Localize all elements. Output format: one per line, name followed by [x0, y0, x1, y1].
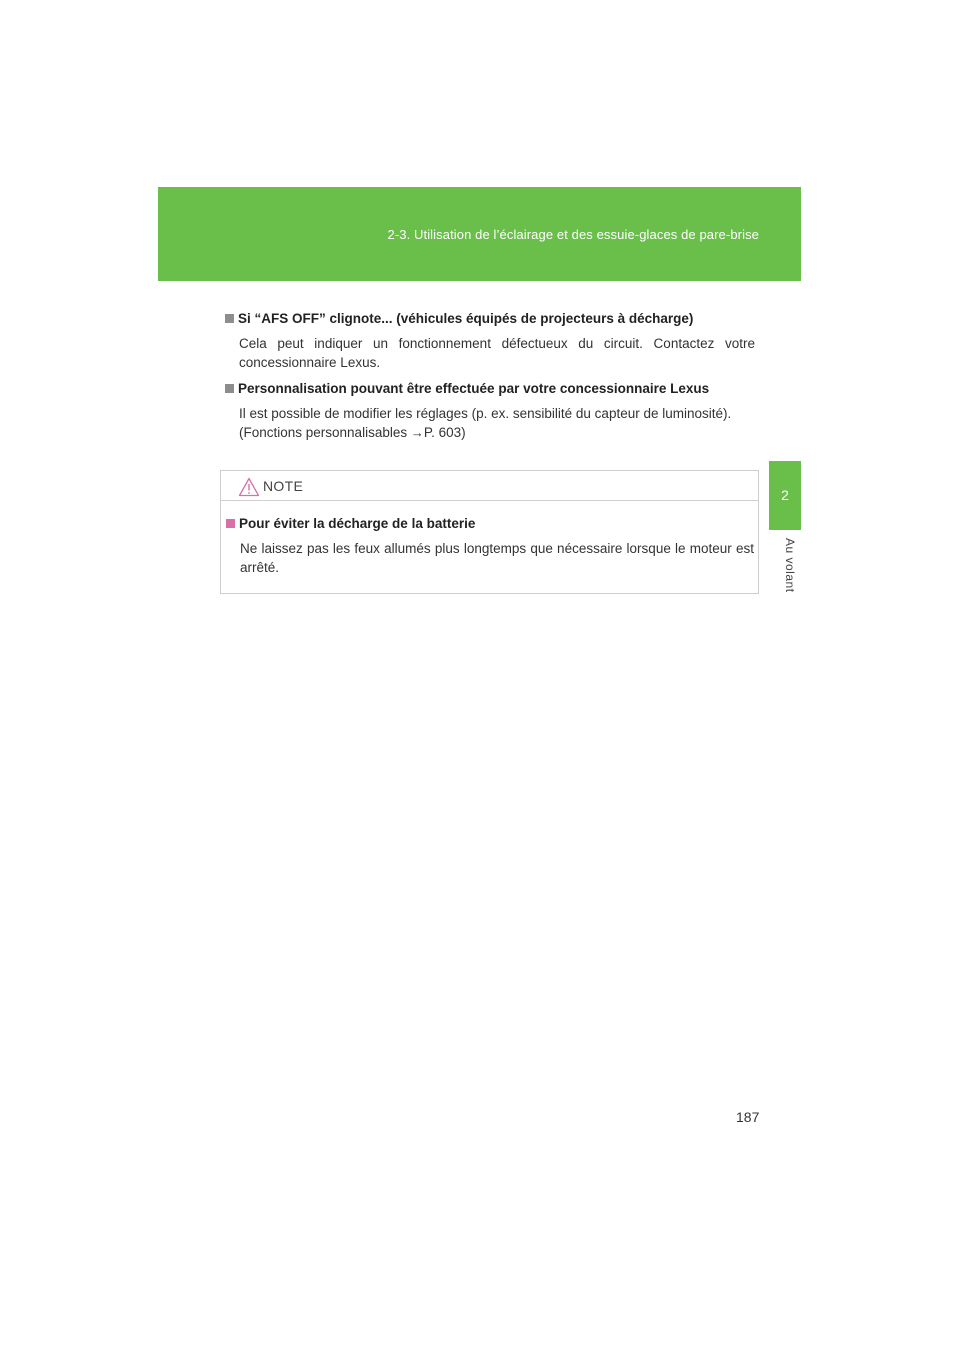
chapter-number: 2 [781, 487, 789, 503]
bullet-square-icon [225, 384, 234, 393]
page-reference-link[interactable]: P. 603) [423, 425, 466, 440]
note-heading [226, 516, 754, 531]
body-line: Il est possible de modifier les réglages (p. ex. sensibilité du capteur de luminosité). [239, 406, 732, 421]
bullet-square-icon [226, 519, 235, 528]
note-header [221, 471, 758, 501]
section-afs-off [225, 311, 755, 372]
section-personnalisation [225, 381, 755, 442]
heading-text: Si “AFS OFF” clignote... (véhicules équipés de projecteurs à décharge) [238, 311, 694, 326]
note-title: NOTE [263, 478, 304, 494]
chapter-label: Au volant [783, 538, 797, 593]
section-body: Cela peut indiquer un fonctionnement défectueux du circuit. Contactez votre concessionnaire Lexus. [239, 336, 755, 370]
body-line [239, 423, 755, 442]
note-body: Ne laissez pas les feux allumés plus longtemps que nécessaire lorsque le moteur est arrêté. [240, 541, 754, 575]
heading-text: Pour éviter la décharge de la batterie [239, 516, 476, 531]
warning-triangle-icon [238, 477, 260, 497]
section-heading [225, 311, 755, 326]
body-text: (Fonctions personnalisables [239, 425, 411, 440]
chapter-header-band [158, 187, 801, 281]
section-heading [225, 381, 755, 396]
section-body [239, 404, 755, 442]
bullet-square-icon [225, 314, 234, 323]
section-title: 2-3. Utilisation de l’éclairage et des essuie-glaces de pare-brise [387, 227, 759, 242]
heading-text: Personnalisation pouvant être effectuée par votre concessionnaire Lexus [238, 381, 710, 396]
arrow-right-icon: → [410, 425, 424, 440]
note-section [226, 516, 754, 577]
page-number: 187 [736, 1109, 760, 1125]
chapter-tab [769, 461, 801, 530]
note-box [220, 470, 759, 594]
